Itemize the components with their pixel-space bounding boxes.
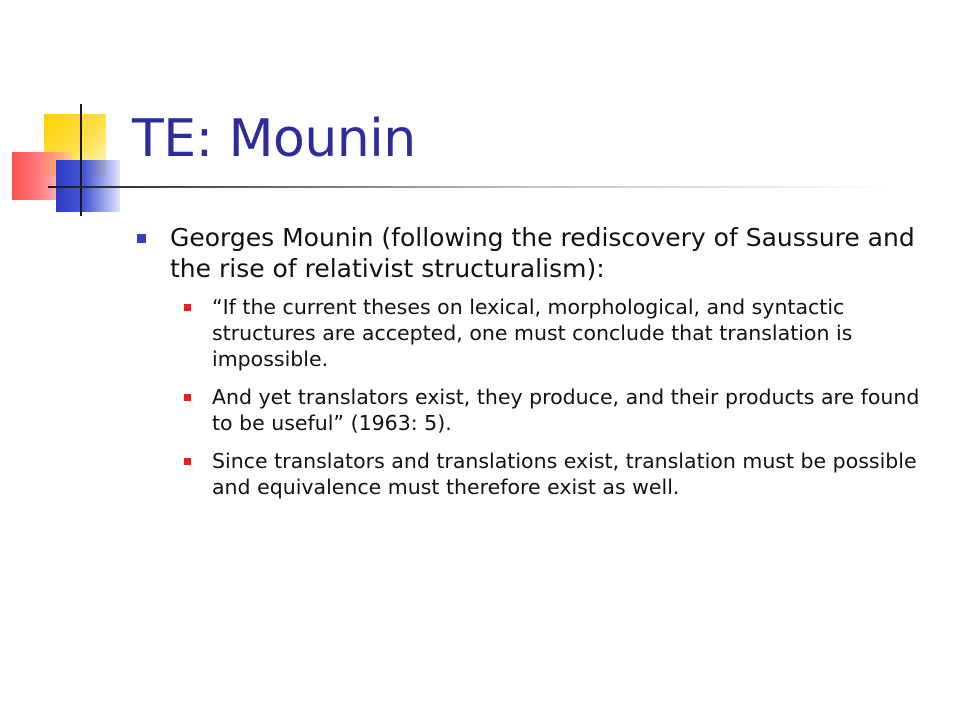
- sub-bullet-text: Since translators and translations exist, translation must be possible and equivalence must therefore exist as well.: [212, 449, 917, 499]
- square-bullet-icon: [184, 458, 191, 465]
- square-bullet-icon: [137, 234, 146, 243]
- vertical-rule: [80, 104, 82, 216]
- bullet-text: Georges Mounin (following the rediscovery of Saussure and the rise of relativist structuralism):: [170, 223, 915, 283]
- sub-bullet-text: And yet translators exist, they produce, and their products are found to be useful” (1963: 5).: [212, 385, 920, 435]
- slide-title: TE: Mounin: [132, 109, 416, 169]
- sub-bullet-list: [170, 294, 924, 500]
- title-underline-rule: [48, 186, 890, 188]
- bullet-list: [134, 222, 924, 512]
- slide-decoration: [0, 0, 140, 240]
- sub-bullet-item: [170, 384, 924, 436]
- sub-bullet-text: “If the current theses on lexical, morphological, and syntactic structures are accepted, one must conclude that translation is impossible.: [212, 295, 853, 371]
- sub-bullet-item: [170, 294, 924, 372]
- sub-bullet-item: [170, 448, 924, 500]
- square-bullet-icon: [184, 394, 191, 401]
- bullet-item: [134, 222, 924, 500]
- square-bullet-icon: [184, 304, 191, 311]
